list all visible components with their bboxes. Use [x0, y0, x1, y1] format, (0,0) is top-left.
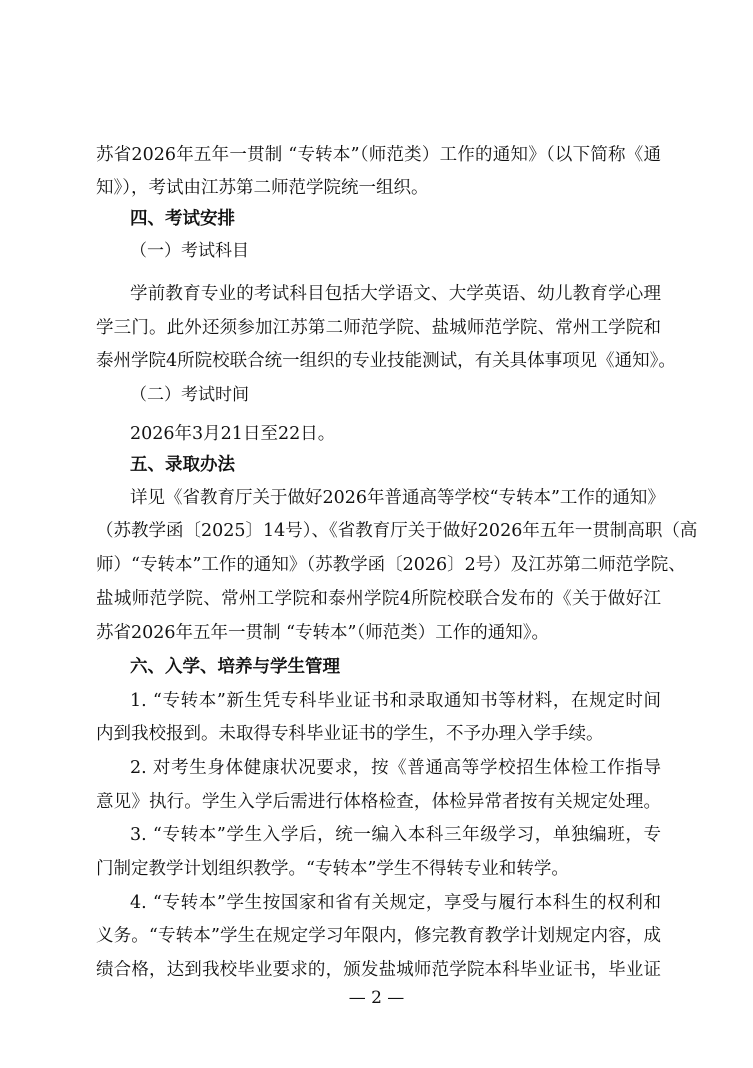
body-line: 详见《省教育厅关于做好2026年普通高等学校“专转本”工作的通知》 [130, 488, 665, 508]
page-number: — 2 — [348, 988, 405, 1008]
section-heading: 六、入学、培养与学生管理 [130, 657, 340, 677]
body-line: 门制定教学计划组织教学。“专转本”学生不得转专业和转学。 [96, 859, 569, 879]
body-line: 3. “专转本”学生入学后，统一编入本科三年级学习，单独编班，专 [130, 825, 661, 845]
body-line: 义务。“专转本”学生在规定学习年限内，修完教育教学计划规定内容，成 [96, 926, 661, 946]
body-line: 内到我校报到。未取得专科毕业证书的学生，不予办理入学手续。 [96, 724, 604, 744]
body-line: 4. “专转本”学生按国家和省有关规定，享受与履行本科生的权利和 [130, 893, 661, 913]
body-line: 苏省2026年五年一贯制 “专转本”（师范类）工作的通知》。 [96, 623, 549, 643]
section-heading: 四、考试安排 [130, 209, 235, 229]
body-line: 泰州学院4所院校联合统一组织的专业技能测试，有关具体事项见《通知》。 [96, 351, 676, 371]
body-line: 学三门。此外还须参加江苏第二师范学院、盐城师范学院、常州工学院和 [96, 318, 661, 338]
body-line: 学前教育专业的考试科目包括大学语文、大学英语、幼儿教育学心理 [130, 284, 661, 304]
body-line: 2026年3月21日至22日。 [130, 424, 336, 444]
body-line: 知》），考试由江苏第二师范学院统一组织。 [96, 178, 429, 198]
section-heading: 五、录取办法 [130, 455, 235, 475]
body-line: 师）“专转本”工作的通知》（苏教学函〔2026〕2号）及江苏第二师范学院、 [96, 555, 686, 575]
body-line: 1. “专转本”新生凭专科毕业证书和录取通知书等材料，在规定时间 [130, 691, 661, 711]
subsection-heading: （二）考试时间 [130, 385, 249, 405]
body-line: 意见》执行。学生入学后需进行体格检查，体检异常者按有关规定处理。 [96, 792, 661, 812]
body-line: 2. 对考生身体健康状况要求，按《普通高等学校招生体检工作指导 [130, 758, 661, 778]
body-line: （苏教学函〔2025〕14号）、《省教育厅关于做好2026年五年一贯制高职（高 [96, 521, 698, 541]
body-line: 绩合格，达到我校毕业要求的，颁发盐城师范学院本科毕业证书，毕业证 [96, 960, 661, 980]
subsection-heading: （一）考试科目 [130, 241, 249, 261]
body-line: 苏省2026年五年一贯制 “专转本”（师范类）工作的通知》（以下简称《通 [96, 145, 661, 165]
body-line: 盐城师范学院、常州工学院和泰州学院4所院校联合发布的《关于做好江 [96, 589, 661, 609]
